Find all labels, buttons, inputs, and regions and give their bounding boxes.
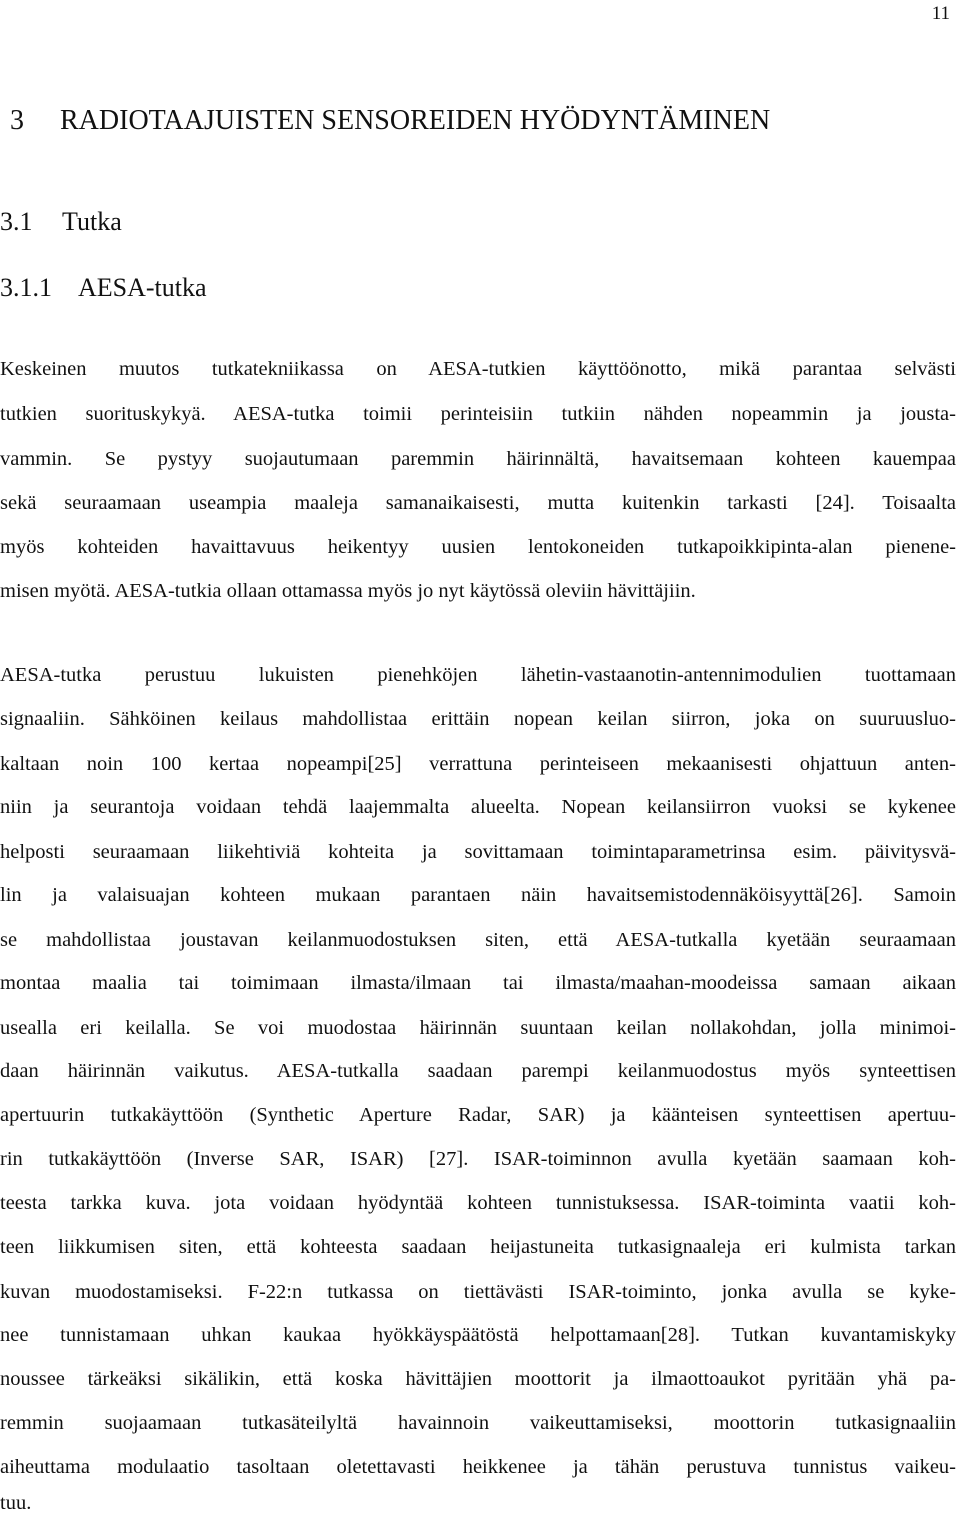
paragraph-line: niin ja seurantoja voidaan tehdä laajemmalta alueelta. Nopean keilansiirron vuoksi se kykenee — [0, 796, 956, 818]
paragraph-line: noussee tärkeäksi sikälikin, että koska hävittäjien moottorit ja ilmaottoaukot pyritään yhä pa- — [0, 1368, 956, 1390]
section-title: Tutka — [62, 207, 122, 236]
paragraph-line: teen liikkumisen siten, että kohteesta saadaan heijastuneita tutkasignaaleja eri kulmista tarkan — [0, 1236, 956, 1258]
paragraph-line: signaaliin. Sähköinen keilaus mahdollistaa erittäin nopean keilan siirron, joka on suuruusluo- — [0, 708, 956, 730]
paragraph-line: daan häirinnän vaikutus. AESA-tutkalla saadaan parempi keilanmuodostus myös synteettisen — [0, 1060, 956, 1082]
subsection-number: 3.1.1 — [0, 273, 52, 302]
chapter-title: RADIOTAAJUISTEN SENSOREIDEN HYÖDYNTÄMINEN — [60, 105, 771, 136]
subsection-heading — [0, 272, 207, 304]
paragraph-line: se mahdollistaa joustavan keilanmuodostuksen siten, että AESA-tutkalla kyetään seuraamaan — [0, 929, 956, 951]
paragraph-line: lin ja valaisuajan kohteen mukaan parantaen näin havaitsemistodennäköisyyttä[26]. Samoin — [0, 884, 956, 906]
subsection-title: AESA-tutka — [78, 273, 207, 302]
paragraph-line: Keskeinen muutos tutkatekniikassa on AESA-tutkien käyttöönotto, mikä parantaa selvästi — [0, 358, 956, 380]
paragraph-line: rin tutkakäyttöön (Inverse SAR, ISAR) [27]. ISAR-toiminnon avulla kyetään saamaan koh- — [0, 1148, 956, 1170]
paragraph-line: misen myötä. AESA-tutkia ollaan ottamassa myös jo nyt käytössä oleviin hävittäjiin. — [0, 580, 696, 602]
paragraph-line: kuvan muodostamiseksi. F-22:n tutkassa on tiettävästi ISAR-toiminto, jonka avulla se kyke- — [0, 1281, 956, 1303]
paragraph-line: helposti seuraamaan liikehtiviä kohteita ja sovittamaan toimintaparametrinsa esim. päivitysvä- — [0, 841, 956, 863]
chapter-heading — [10, 104, 770, 138]
paragraph-line: sekä seuraamaan useampia maaleja samanaikaisesti, mutta kuitenkin tarkasti [24]. Toisaalta — [0, 492, 956, 514]
page-number: 11 — [931, 3, 950, 24]
paragraph-line: remmin suojaamaan tutkasäteilyltä havainnoin vaikeuttamiseksi, moottorin tutkasignaaliin — [0, 1412, 956, 1434]
paragraph-line: tutkien suorituskykyä. AESA-tutka toimii perinteisiin tutkiin nähden nopeammin ja jousta- — [0, 403, 956, 425]
paragraph-line: teesta tarkka kuva. jota voidaan hyödyntää kohteen tunnistuksessa. ISAR-toiminta vaatii koh- — [0, 1192, 956, 1214]
chapter-number: 3 — [10, 105, 24, 136]
paragraph-line: tuu. — [0, 1492, 32, 1514]
paragraph-line: AESA-tutka perustuu lukuisten pienehköjen lähetin-vastaanotin-antennimodulien tuottamaan — [0, 664, 956, 686]
paragraph-line: nee tunnistamaan uhkan kaukaa hyökkäyspäätöstä helpottamaan[28]. Tutkan kuvantamiskyky — [0, 1324, 956, 1346]
paragraph-line: montaa maalia tai toimimaan ilmasta/ilmaan tai ilmasta/maahan-moodeissa samaan aikaan — [0, 972, 956, 994]
paragraph-line: usealla eri keilalla. Se voi muodostaa häirinnän suuntaan keilan nollakohdan, jolla minimoi- — [0, 1017, 956, 1039]
paragraph-line: aiheuttama modulaatio tasoltaan oletettavasti heikkenee ja tähän perustuva tunnistus vaikeu- — [0, 1456, 956, 1478]
section-heading — [0, 206, 122, 238]
section-number: 3.1 — [0, 207, 33, 236]
paragraph-line: apertuurin tutkakäyttöön (Synthetic Aperture Radar, SAR) ja käänteisen synteettisen apertuu- — [0, 1104, 956, 1126]
paragraph-line: myös kohteiden havaittavuus heikentyy uusien lentokoneiden tutkapoikkipinta-alan pienene- — [0, 536, 956, 558]
paragraph-line: vammin. Se pystyy suojautumaan paremmin häirinnältä, havaitsemaan kohteen kauempaa — [0, 448, 956, 470]
paragraph-line: kaltaan noin 100 kertaa nopeampi[25] verrattuna perinteiseen mekaanisesti ohjattuun anten- — [0, 753, 956, 775]
